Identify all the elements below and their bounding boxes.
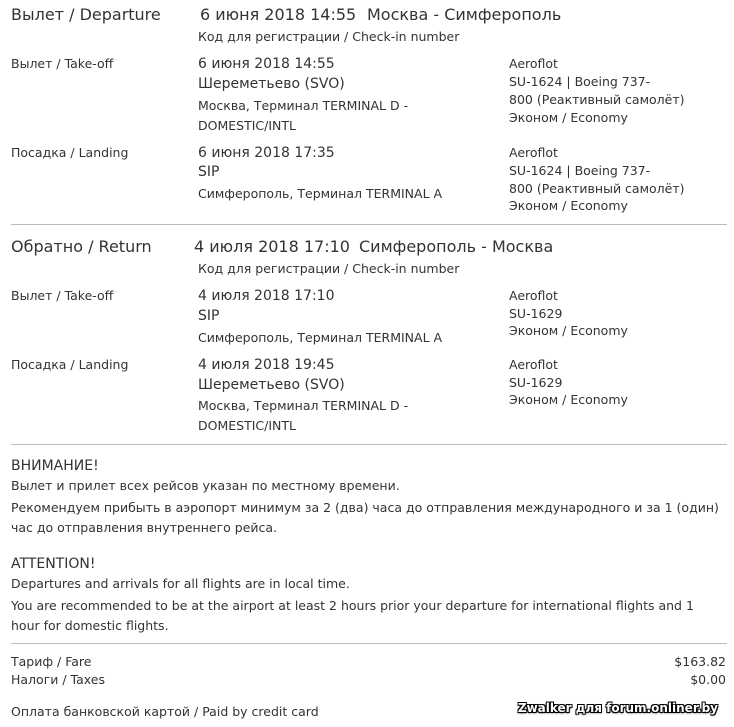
notice-en-title: ATTENTION! <box>11 556 96 572</box>
return-checkin-label: Код для регистрации / Check-in number <box>198 261 460 276</box>
return-landing-airline: Aeroflot <box>509 357 558 372</box>
return-datetime: 4 июля 2018 17:10 <box>194 237 350 256</box>
departure-takeoff-airline: Aeroflot <box>509 56 558 71</box>
return-takeoff-airport: SIP <box>198 308 220 324</box>
section-divider-2 <box>11 444 727 445</box>
departure-takeoff-datetime: 6 июня 2018 14:55 <box>198 56 335 72</box>
departure-landing-label: Посадка / Landing <box>11 145 129 160</box>
watermark: Zwalker для forum.onliner.by <box>517 701 718 715</box>
departure-landing-datetime: 6 июня 2018 17:35 <box>198 145 335 161</box>
notice-en-line2: You are recommended to be at the airport at least 2 hours prior your departure for international flights and 1 hour for domestic flights. <box>11 598 694 633</box>
taxes-label: Налоги / Taxes <box>11 672 105 687</box>
return-landing-flight: SU-1629 <box>509 375 563 390</box>
section-divider-3 <box>11 643 727 644</box>
notice-en-line1: Departures and arrivals for all flights are in local time. <box>11 576 350 591</box>
return-takeoff-terminal: Симферополь, Терминал TERMINAL A <box>198 330 443 345</box>
return-landing-datetime: 4 июля 2018 19:45 <box>198 357 335 373</box>
section-divider-1 <box>11 224 727 225</box>
departure-takeoff-label: Вылет / Take-off <box>11 56 114 71</box>
fare-label: Тариф / Fare <box>11 654 92 669</box>
departure-checkin-label: Код для регистрации / Check-in number <box>198 29 460 44</box>
return-landing-terminal-line2: DOMESTIC/INTL <box>198 418 296 433</box>
departure-takeoff-flight-line2: 800 (Реактивный самолёт) <box>509 92 685 107</box>
departure-landing-flight-line2: 800 (Реактивный самолёт) <box>509 181 685 196</box>
return-landing-label: Посадка / Landing <box>11 357 129 372</box>
return-landing-terminal-line1: Москва, Терминал TERMINAL D - <box>198 398 409 413</box>
return-landing-class: Эконом / Economy <box>509 392 628 407</box>
departure-takeoff-terminal-line2: DOMESTIC/INTL <box>198 118 296 133</box>
taxes-value: $0.00 <box>690 672 726 687</box>
payment-method: Оплата банковской картой / Paid by credit card <box>11 704 319 719</box>
departure-heading: Вылет / Departure <box>11 5 161 24</box>
return-takeoff-class: Эконом / Economy <box>509 323 628 338</box>
departure-takeoff-flight-line1: SU-1624 | Boeing 737- <box>509 74 651 89</box>
notice-ru-line1: Вылет и прилет всех рейсов указан по местному времени. <box>11 478 400 493</box>
departure-takeoff-terminal-line1: Москва, Терминал TERMINAL D - <box>198 98 409 113</box>
return-landing-airport: Шереметьево (SVO) <box>198 377 345 393</box>
return-takeoff-flight: SU-1629 <box>509 306 563 321</box>
departure-landing-airport: SIP <box>198 164 220 180</box>
departure-datetime: 6 июня 2018 14:55 <box>200 5 357 24</box>
departure-landing-flight-line1: SU-1624 | Boeing 737- <box>509 163 651 178</box>
return-takeoff-airline: Aeroflot <box>509 288 558 303</box>
departure-landing-terminal: Симферополь, Терминал TERMINAL A <box>198 186 443 201</box>
departure-takeoff-airport: Шереметьево (SVO) <box>198 76 345 92</box>
departure-landing-class: Эконом / Economy <box>509 198 628 213</box>
return-route: Симферополь - Москва <box>359 237 554 256</box>
return-heading: Обратно / Return <box>11 237 152 256</box>
notice-ru-line2: Рекомендуем прибыть в аэропорт минимум за 2 (два) часа до отправления международного и за 1 (один) час до отправления внутреннего рейса. <box>11 500 719 535</box>
return-takeoff-datetime: 4 июля 2018 17:10 <box>198 288 335 304</box>
departure-takeoff-class: Эконом / Economy <box>509 110 628 125</box>
departure-landing-airline: Aeroflot <box>509 145 558 160</box>
notice-ru-title: ВНИМАНИЕ! <box>11 458 99 474</box>
fare-value: $163.82 <box>674 654 726 669</box>
return-takeoff-label: Вылет / Take-off <box>11 288 114 303</box>
departure-route: Москва - Симферополь <box>367 5 562 24</box>
